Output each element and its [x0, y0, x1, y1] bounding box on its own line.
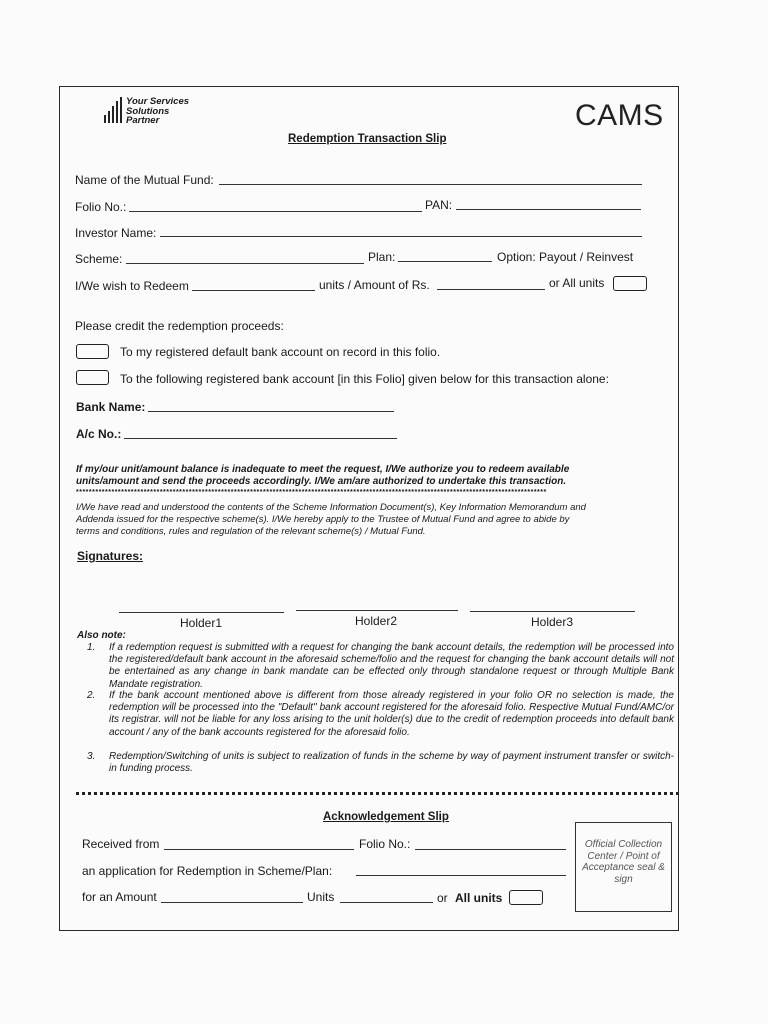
- amount-label: for an Amount: [82, 890, 157, 904]
- page-title: Redemption Transaction Slip: [288, 133, 447, 145]
- logo-line-1: Your Services: [126, 96, 190, 107]
- ack-title: Acknowledgement Slip: [323, 811, 449, 823]
- scheme-label: Scheme:: [75, 252, 123, 266]
- holder1-label: Holder1: [180, 616, 223, 630]
- note-1-text: If a redemption request is submitted with a request for changing the bank account details, the redemption will be processed into the registered/default bank account in the aforesaid scheme/folio and the request for changing the bank account details will not be entertained as any change in bank mandate can be effected only through standalone request or through Multiple Bank Mandate registration.: [109, 642, 674, 690]
- logo-line-3: Partner: [126, 115, 160, 126]
- received-from-field[interactable]: [164, 849, 354, 850]
- pan-field[interactable]: [456, 209, 641, 210]
- note-3-number: 3.: [87, 751, 96, 762]
- following-account-label: To the following registered bank account [in this Folio] given below for this transaction alone:: [120, 372, 609, 386]
- holder2-signature-line[interactable]: [296, 610, 458, 611]
- authorization-line-2: units/amount and send the proceeds accordingly. I/We am/are authorized to undertake this transaction.: [76, 476, 567, 487]
- redeem-label: I/We wish to Redeem: [75, 279, 189, 293]
- folio-label: Folio No.:: [75, 200, 127, 214]
- logo-line-2: Solutions: [126, 105, 170, 117]
- holder2-label: Holder2: [355, 614, 398, 628]
- tear-off-separator: [76, 792, 680, 795]
- signatures-heading: Signatures:: [77, 549, 144, 563]
- ack-amount-field[interactable]: [161, 902, 303, 903]
- investor-name-label: Investor Name:: [75, 226, 157, 240]
- plan-field[interactable]: [398, 261, 492, 262]
- cams-logo: CAMS: [575, 99, 664, 132]
- ack-all-units-label: All units: [455, 891, 503, 905]
- ac-no-field[interactable]: [124, 438, 397, 439]
- option-label: Option: Payout / Reinvest: [497, 250, 634, 264]
- default-account-checkbox[interactable]: [76, 344, 109, 359]
- all-units-checkbox[interactable]: [613, 276, 647, 291]
- authorization-line-1: If my/our unit/amount balance is inadequate to meet the request, I/We authorize you to redeem available: [76, 464, 570, 475]
- declaration-line-1: I/We have read and understood the contents of the Scheme Information Document(s), Key Information Memorandum and: [76, 502, 586, 513]
- plan-label: Plan:: [368, 250, 396, 264]
- credit-intro: Please credit the redemption proceeds:: [75, 319, 284, 333]
- bank-name-label: Bank Name:: [76, 400, 146, 414]
- units-amount-label: units / Amount of Rs.: [319, 278, 430, 292]
- holder1-signature-line[interactable]: [119, 612, 284, 613]
- bank-name-field[interactable]: [148, 411, 394, 412]
- mutual-fund-label: Name of the Mutual Fund:: [75, 173, 214, 187]
- official-seal-box: [575, 822, 672, 912]
- pan-label: PAN:: [425, 198, 453, 212]
- following-account-checkbox[interactable]: [76, 370, 109, 385]
- folio-field[interactable]: [129, 211, 422, 212]
- notes-heading: Also note:: [77, 630, 126, 641]
- scheme-field[interactable]: [126, 263, 364, 264]
- seal-text: Official Collection Center / Point of Acceptance seal & sign: [582, 839, 665, 885]
- note-2-number: 2.: [87, 690, 96, 701]
- or-label: or: [437, 891, 448, 905]
- ack-units-field[interactable]: [340, 902, 433, 903]
- received-from-label: Received from: [82, 837, 160, 851]
- all-units-label: or All units: [549, 276, 605, 290]
- ack-folio-field[interactable]: [415, 849, 566, 850]
- ack-folio-label: Folio No.:: [359, 837, 411, 851]
- declaration-text: [76, 502, 586, 538]
- holder3-label: Holder3: [531, 615, 574, 629]
- mutual-fund-field[interactable]: [219, 184, 642, 185]
- star-divider: **************************************************************************************************************************************************: [76, 489, 547, 496]
- note-2-text: If the bank account mentioned above is different from those already registered in your folio OR no selection is made, the redemption will be processed into the "Default" bank account registered for the aforesaid folio. Respective Mutual Fund/AMC/or its registrar. will not be liable for any loss arising to the unit holder(s) due to the credit of redemption proceeds into default bank account / any of the bank accounts registered for the aforesaid folio.: [109, 690, 674, 738]
- declaration-line-3: terms and conditions, rules and regulation of the relevant scheme(s) / Mutual Fund.: [76, 526, 426, 537]
- investor-name-field[interactable]: [160, 236, 642, 237]
- amount-field[interactable]: [437, 289, 545, 290]
- authorization-text: [76, 464, 569, 488]
- units-label: Units: [307, 890, 335, 904]
- holder3-signature-line[interactable]: [470, 611, 635, 612]
- application-scheme-field[interactable]: [356, 875, 566, 876]
- note-1-number: 1.: [87, 642, 96, 653]
- default-account-label: To my registered default bank account on record in this folio.: [120, 345, 441, 359]
- application-label: an application for Redemption in Scheme/Plan:: [82, 864, 333, 878]
- declaration-line-2: Addenda issued for the respective scheme(s). I/We hereby apply to the Trustee of Mutual Fund and agree to abide by: [76, 514, 570, 525]
- ack-all-units-checkbox[interactable]: [509, 890, 543, 905]
- redeem-units-field[interactable]: [192, 290, 315, 291]
- note-3-text: Redemption/Switching of units is subject to realization of funds in the scheme by way of payment instrument transfer or switch-in funding process.: [109, 751, 674, 775]
- ac-no-label: A/c No.:: [76, 427, 122, 441]
- bar-chart-icon: [104, 97, 124, 123]
